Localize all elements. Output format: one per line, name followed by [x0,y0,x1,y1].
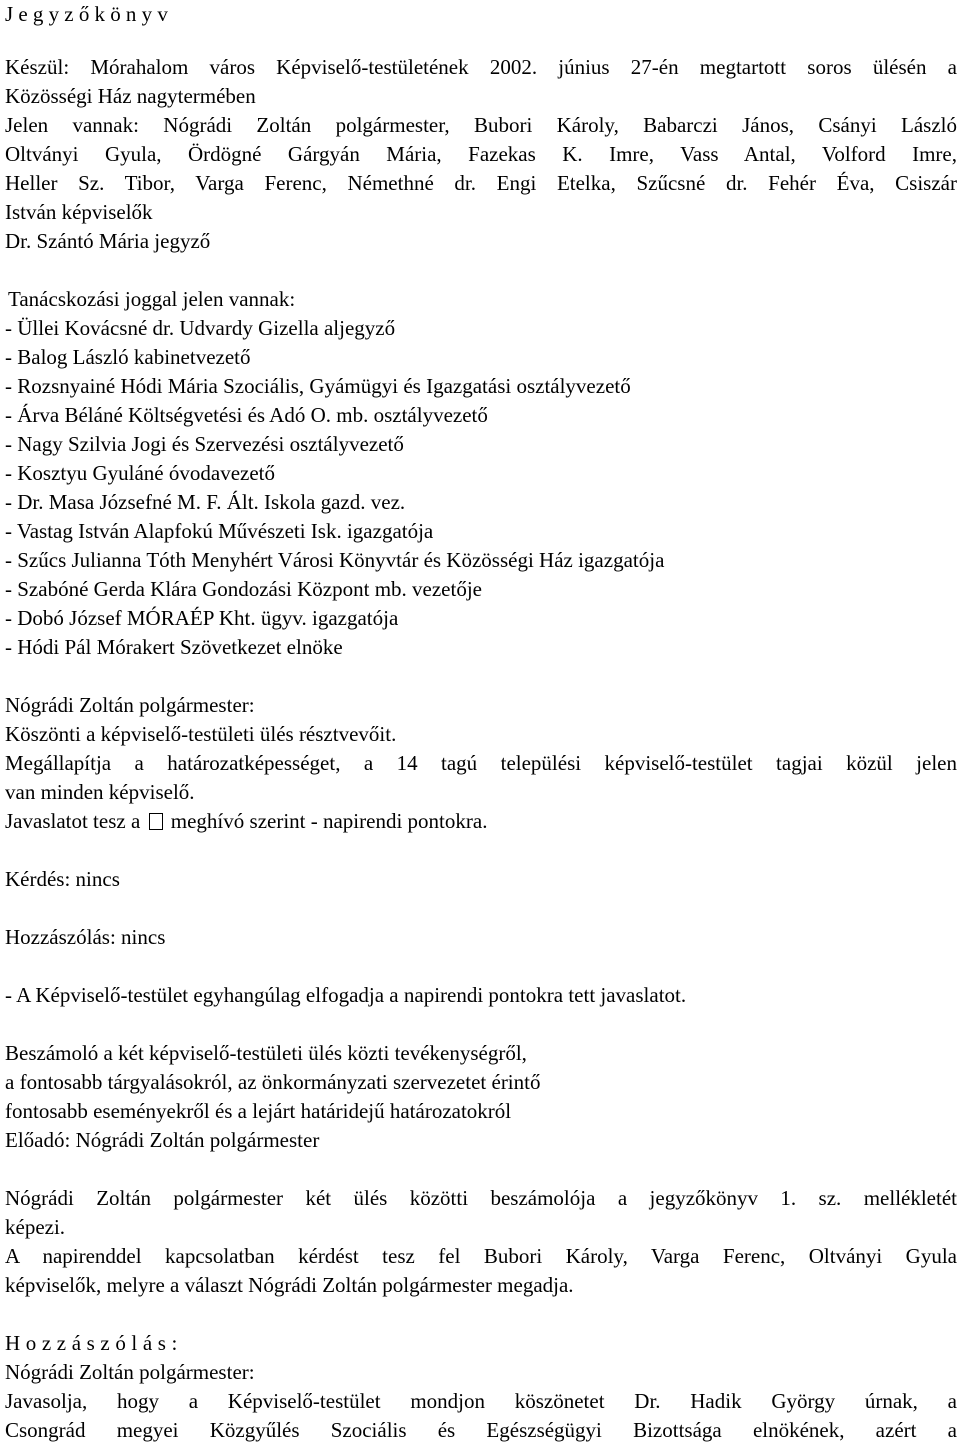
opening-speaker: Nógrádi Zoltán polgármester: [5,693,255,717]
header-line: István képviselők [5,200,153,224]
header-line: Oltványi Gyula, Ördögné Gárgyán Mária, Fazekas K. Imre, Vass Antal, Volford Imre, [5,142,957,166]
opening-greeting: Köszönti a képviselő-testületi ülés résztvevőit. [5,722,397,746]
report-item-line: a fontosabb tárgyalásokról, az önkormányzati szervezetet érintő [5,1070,541,1094]
advisory-member: - Szabóné Gerda Klára Gondozási Központ mb. vezetője [5,577,482,601]
header-line: Készül: Mórahalom város Képviselő-testületének 2002. június 27-én megtartott soros ülésén a [5,55,957,79]
proposal-line [5,807,957,836]
questions-line: Kérdés: nincs [5,867,120,891]
spacer [5,894,957,923]
report-body-line: képviselők, melyre a választ Nógrádi Zoltán polgármester megadja. [5,1273,574,1297]
spacer [5,256,957,285]
advisory-member: - Rozsnyainé Hódi Mária Szociális, Gyámügyi és Igazgatási osztályvezető [5,374,631,398]
contribution-speaker: Nógrádi Zoltán polgármester: [5,1360,255,1384]
header-line: Közösségi Ház nagytermében [5,84,256,108]
report-body-line: A napirenddel kapcsolatban kérdést tesz fel Bubori Károly, Varga Ferenc, Oltványi Gyula [5,1244,957,1268]
advisory-member: - Hódi Pál Mórakert Szövetkezet elnöke [5,635,343,659]
contribution-text-line: Csongrád megyei Közgyűlés Szociális és Egészségügyi Bizottsága elnökének, azért a [5,1418,957,1442]
advisory-member: - Dr. Masa Józsefné M. F. Ált. Iskola gazd. vez. [5,490,406,514]
contributions-heading: Hozzászólás: [5,1331,183,1355]
quorum-line: Megállapítja a határozatképességet, a 14 tagú települési képviselő-testület tagjai közül jelen [5,751,957,775]
report-body-line: Nógrádi Zoltán polgármester két ülés közötti beszámolója a jegyzőkönyv 1. sz. mellékletét [5,1186,957,1210]
advisory-member: - Kosztyu Gyuláné óvodavezető [5,461,275,485]
report-item-line: fontosabb eseményekről és a lejárt határidejű határozatokról [5,1099,512,1123]
report-body-line: képezi. [5,1215,66,1239]
quorum-line: van minden képviselő. [5,780,195,804]
spacer [5,836,957,865]
report-presenter: Előadó: Nógrádi Zoltán polgármester [5,1128,320,1152]
spacer [5,662,957,691]
advisory-member: - Nagy Szilvia Jogi és Szervezési osztályvezető [5,432,404,456]
missing-glyph-box-icon [149,813,163,830]
header-line: Dr. Szántó Mária jegyző [5,229,211,253]
header-line: Jelen vannak: Nógrádi Zoltán polgármester, Bubori Károly, Babarczi János, Csányi László [5,113,957,137]
advisory-member: - Árva Béláné Költségvetési és Adó O. mb. osztályvezető [5,403,488,427]
spacer [5,952,957,981]
advisory-member: - Balog László kabinetvezető [5,345,251,369]
proposal-text-before: Javaslatot tesz a [5,809,141,833]
contribution-text-line: Javasolja, hogy a Képviselő-testület mondjon köszönetet Dr. Hadik György úrnak, a [5,1389,957,1413]
advisory-member: - Vastag István Alapfokú Művészeti Isk. igazgatója [5,519,434,543]
advisory-member: - Dobó József MÓRAÉP Kht. ügyv. igazgatója [5,606,399,630]
advisory-member: - Szűcs Julianna Tóth Menyhért Városi Könyvtár és Közösségi Ház igazgatója [5,548,665,572]
header-line: Heller Sz. Tibor, Varga Ferenc, Némethné dr. Engi Etelka, Szűcsné dr. Fehér Éva, Csiszár [5,171,957,195]
minutes-page [5,0,957,1445]
spacer [5,28,957,53]
agenda-accepted-line: - A Képviselő-testület egyhangúlag elfogadja a napirendi pontokra tett javaslatot. [5,983,687,1007]
advisory-heading: Tanácskozási joggal jelen vannak: [8,287,296,311]
spacer [5,1300,957,1329]
proposal-text-after: meghívó szerint - napirendi pontokra. [170,809,488,833]
document-title: Jegyzőkönyv [5,2,174,26]
spacer [5,1010,957,1039]
spacer [5,1155,957,1184]
report-item-line: Beszámoló a két képviselő-testületi ülés közti tevékenységről, [5,1041,527,1065]
comments-line: Hozzászólás: nincs [5,925,166,949]
advisory-member: - Üllei Kovácsné dr. Udvardy Gizella aljegyző [5,316,396,340]
